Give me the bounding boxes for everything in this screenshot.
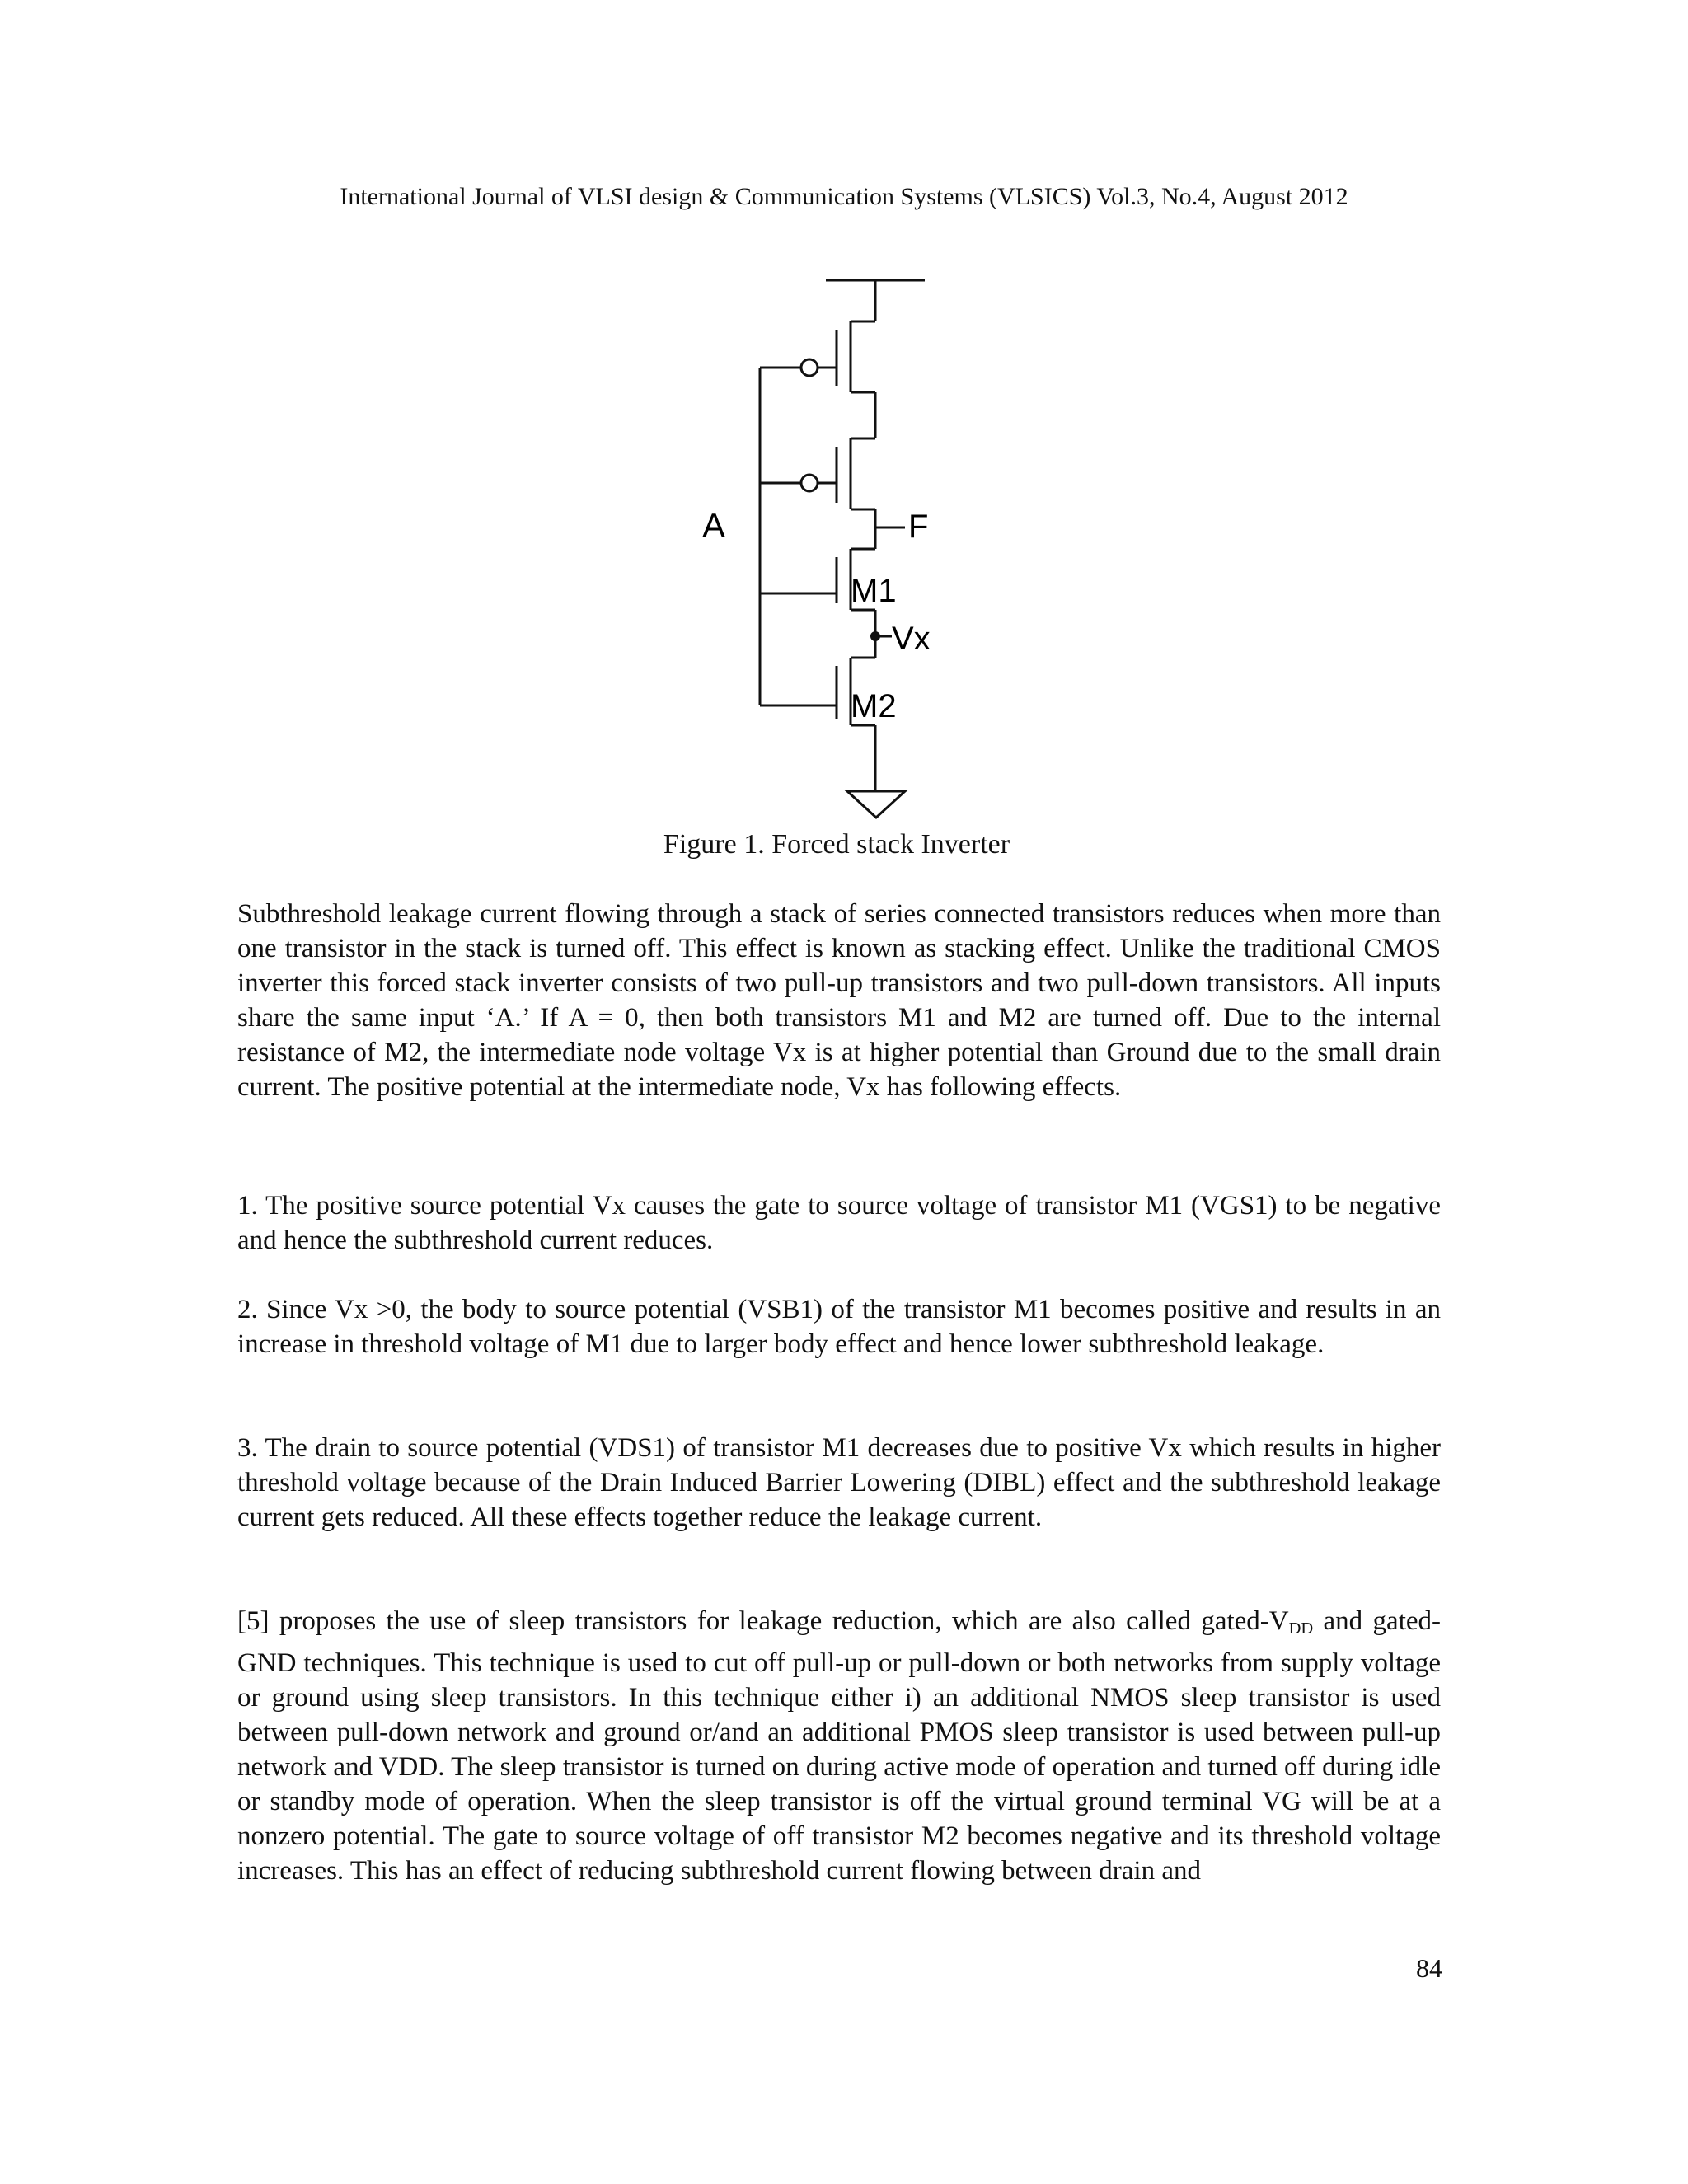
page-number: 84 bbox=[1416, 1953, 1442, 1983]
ground-symbol bbox=[847, 791, 905, 818]
paragraph-effect-1: 1. The positive source potential Vx causes the gate to source voltage of transistor M1 (VGS1) to be negative and hence the subthreshold current reduces. bbox=[237, 1191, 1441, 1255]
pmos-bubble-2 bbox=[801, 475, 818, 491]
paragraph-stacking-effect: Subthreshold leakage current flowing through a stack of series connected transistors reduces when more than one transistor in the stack is turned off. This effect is known as stacking effect. Unlike the traditional CMOS inverter this forced stack inverter consists of two pull-up transistors and two pull-down transistors. All inputs share the same input ‘A.’ If A = 0, then both transistors M1 and M2 are turned off. Due to the internal resistance of M2, the intermediate node voltage Vx is at higher potential than Ground due to the small drain current. The positive potential at the intermediate node, Vx has following effects. bbox=[237, 899, 1441, 1102]
paragraph-sleep-transistors bbox=[237, 1604, 1441, 1888]
p5-end: and gated-GND techniques. This technique is used to cut off pull-up or pull-down or both networks from supply voltage or ground using sleep transistors. In this technique either i) an additional NMOS sleep transistor is used between pull-down network and ground or/and an additional PMOS sleep transistor is used between pull-up network and VDD. The sleep transistor is turned on during active mode of operation and turned off during idle or standby mode of operation. When the sleep transistor is off the virtual ground terminal VG will be at a nonzero potential. The gate to source voltage of off transistor M2 becomes negative and its threshold voltage increases. This has an effect of reducing subthreshold current flowing between drain and bbox=[237, 1606, 1441, 1886]
circuit-figure bbox=[676, 255, 1006, 832]
forced-stack-inverter-schematic bbox=[676, 255, 1006, 832]
paragraph-effect-2: 2. Since Vx >0, the body to source potential (VSB1) of the transistor M1 becomes positive and results in an increase in threshold voltage of M1 due to larger body effect and hence lower subthreshold leakage. bbox=[237, 1295, 1441, 1359]
output-label-f: F bbox=[908, 509, 929, 545]
label-m1: M1 bbox=[851, 573, 897, 609]
figure-caption: Figure 1. Forced stack Inverter bbox=[663, 829, 1010, 860]
label-m2: M2 bbox=[851, 688, 897, 724]
p5-start: [5] proposes the use of sleep transistors for leakage reduction, which are also called gated-V bbox=[237, 1606, 1289, 1636]
input-label-a: A bbox=[702, 506, 726, 545]
pmos-bubble-1 bbox=[801, 359, 818, 376]
label-vx: Vx bbox=[892, 621, 931, 657]
vx-node-dot bbox=[870, 631, 880, 641]
paragraph-effect-3: 3. The drain to source potential (VDS1) of transistor M1 decreases due to positive Vx which results in higher threshold voltage because of the Drain Induced Barrier Lowering (DIBL) effect and the subthreshold leakage current gets reduced. All these effects together reduce the leakage current. bbox=[237, 1433, 1441, 1532]
p5-subscript: DD bbox=[1288, 1619, 1314, 1638]
running-header: International Journal of VLSI design & Communication Systems (VLSICS) Vol.3, No.4, August 2012 bbox=[340, 183, 1348, 210]
